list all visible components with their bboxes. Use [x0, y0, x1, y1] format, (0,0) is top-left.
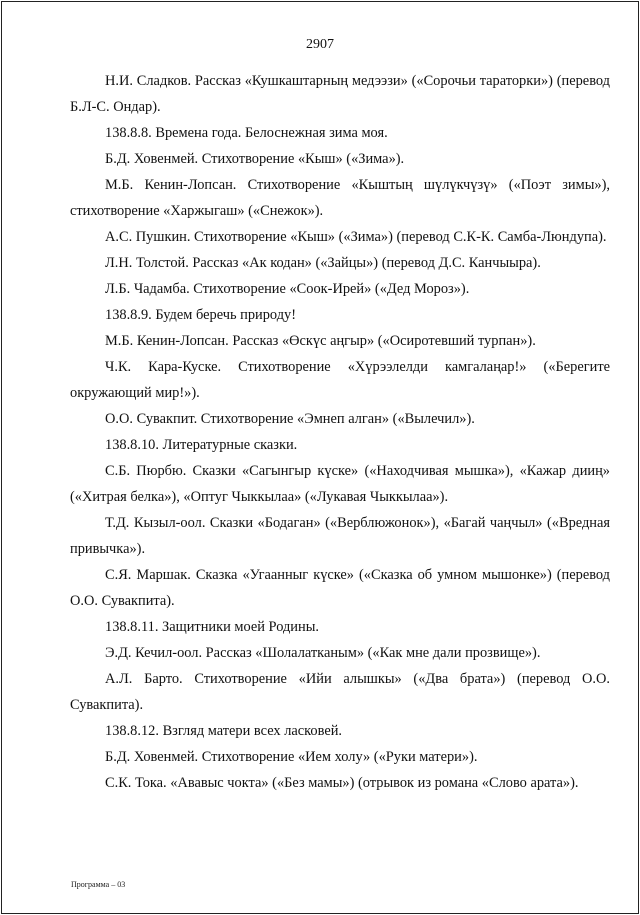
footer-program-label: Программа – 03	[71, 880, 126, 889]
paragraph-sladkov: Н.И. Сладков. Рассказ «Кушкаштарның медээзи» («Сорочьи тараторки») (перевод Б.Л-С. Ондар).	[70, 73, 610, 115]
paragraph-kechil-ool: Э.Д. Кечил-оол. Рассказ «Шолалатканым» («Как мне дали прозвище»).	[105, 645, 541, 661]
section-heading-138-8-10: 138.8.10. Литературные сказки.	[105, 437, 298, 453]
paragraph-kenin-lopsan-poet: М.Б. Кенин-Лопсан. Стихотворение «Кыштың шүлүкчүзү» («Поэт зимы»), стихотворение «Харжыгаш» («Снежок»).	[70, 177, 610, 219]
paragraph-toka: С.К. Тока. «Ававыс чокта» («Без мамы») (отрывок из романа «Слово арата»).	[105, 775, 579, 791]
paragraph-hovenmei-ruki: Б.Д. Ховенмей. Стихотворение «Ием холу» («Руки матери»).	[105, 749, 478, 765]
section-heading-138-8-12: 138.8.12. Взгляд матери всех ласковей.	[105, 723, 343, 739]
paragraph-tolstoy: Л.Н. Толстой. Рассказ «Ак кодан» («Зайцы») (перевод Д.С. Канчыыра).	[105, 255, 541, 271]
paragraph-hovenmei-kysh: Б.Д. Ховенмей. Стихотворение «Кыш» («Зима»).	[105, 151, 405, 167]
paragraph-pyurbyu: С.Б. Пюрбю. Сказки «Сагынгыр күске» («Находчивая мышка»), «Кажар дииң» («Хитрая белка»), «Оптуг Чыккылаа» («Лукавая Чыккылаа»).	[70, 463, 610, 505]
paragraph-barto: А.Л. Барто. Стихотворение «Ийи алышкы» («Два брата») (перевод О.О. Сувакпита).	[70, 671, 610, 713]
paragraph-marshak: С.Я. Маршак. Сказка «Угаанныг күске» («Сказка об умном мышонке») (перевод О.О. Сувакпита).	[70, 567, 610, 609]
paragraph-kyzyl-ool: Т.Д. Кызыл-оол. Сказки «Бодаган» («Верблюжонок»), «Багай чаңчыл» («Вредная привычка»).	[70, 515, 610, 557]
section-heading-138-8-9: 138.8.9. Будем беречь природу!	[105, 307, 296, 323]
paragraph-kara-kuske: Ч.К. Кара-Куске. Стихотворение «Хүрээлелди камгалаңар!» («Берегите окружающий мир!»).	[70, 359, 610, 401]
paragraph-kenin-lopsan-turpan: М.Б. Кенин-Лопсан. Рассказ «Өскүс аңгыр» («Осиротевший турпан»).	[105, 333, 536, 349]
document-body	[70, 68, 610, 796]
paragraph-suvakpit: О.О. Сувакпит. Стихотворение «Эмнеп алган» («Вылечил»).	[105, 411, 475, 427]
page-number: 2907	[306, 37, 334, 52]
paragraph-chadamba: Л.Б. Чадамба. Стихотворение «Соок-Ирей» («Дед Мороз»).	[105, 281, 470, 297]
section-heading-138-8-11: 138.8.11. Защитники моей Родины.	[105, 619, 319, 635]
paragraph-pushkin: А.С. Пушкин. Стихотворение «Кыш» («Зима») (перевод С.К-К. Самба-Люндупа).	[105, 229, 607, 245]
section-heading-138-8-8: 138.8.8. Времена года. Белоснежная зима моя.	[105, 125, 388, 141]
